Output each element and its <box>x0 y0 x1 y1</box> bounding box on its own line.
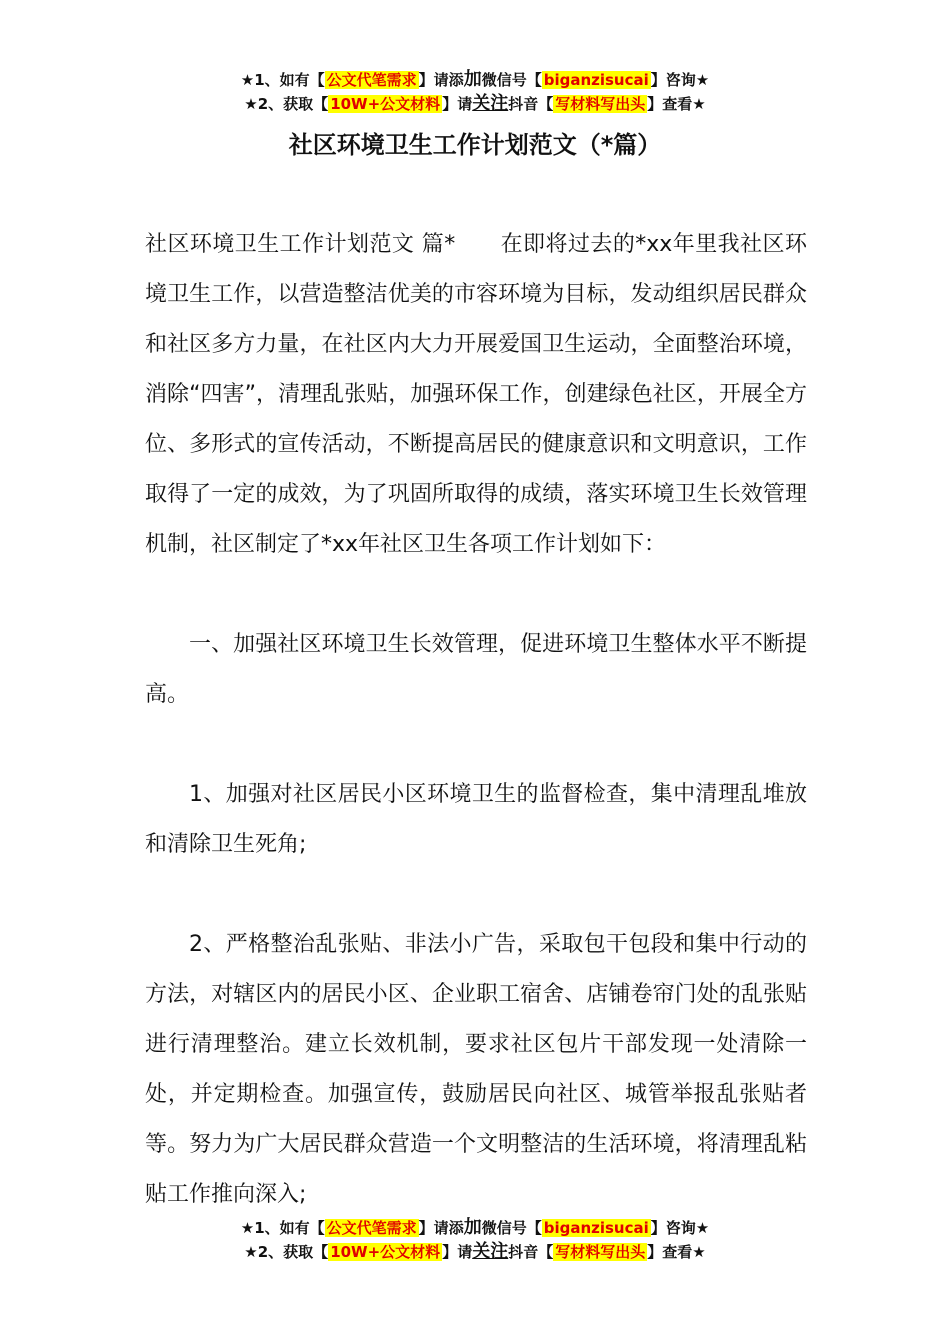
banner-highlight: 10W+公文材料 <box>330 1243 441 1261</box>
banner-text: ★1、如有【 <box>240 1219 325 1237</box>
paragraph-intro: 社区环境卫生工作计划范文 篇* 在即将过去的*xx年里我社区环境卫生工作，以营造整洁优美的市容环境为目标，发动组织居民群众和社区多方力量，在社区内大力开展爱国卫生运动，全面整治环境，消除“四害”，清理乱张贴，加强环保工作，创建绿色社区，开展全方位、多形式的宣传活动，不断提高居民的健康意识和文明意识，工作取得了一定的成效，为了巩固所取得的成绩，落实环境卫生长效管理机制，社区制定了*xx年社区卫生各项工作计划如下： <box>145 232 807 557</box>
banner-highlight: 10W+公文材料 <box>330 95 441 113</box>
paragraph-section-1: 一、加强社区环境卫生长效管理，促进环境卫生整体水平不断提高。 <box>145 632 807 707</box>
banner-text: ★1、如有【 <box>240 71 325 89</box>
paragraph-item-1: 1、加强对社区居民小区环境卫生的监督检查，集中清理乱堆放和清除卫生死角; <box>145 782 807 857</box>
banner-text: 】请 <box>442 95 473 113</box>
document-body <box>145 220 807 1220</box>
banner-highlight: biganzisucai <box>543 71 649 89</box>
banner-text: ★2、获取【 <box>244 1243 329 1261</box>
banner-emphasis: 加 <box>463 1217 482 1238</box>
banner-text: 】请添 <box>418 71 464 89</box>
banner-highlight: 公文代笔需求 <box>326 71 417 89</box>
banner-line-2 <box>0 1240 950 1264</box>
banner-text: 微信号【 <box>481 1219 542 1237</box>
banner-emphasis: 关注 <box>472 93 509 114</box>
banner-text: 抖音【 <box>508 1243 554 1261</box>
document-title: 社区环境卫生工作计划范文（*篇） <box>288 131 662 159</box>
banner-text: 】请 <box>442 1243 473 1261</box>
banner-text: 抖音【 <box>508 95 554 113</box>
banner-text: 微信号【 <box>481 71 542 89</box>
banner-line-2 <box>0 92 950 116</box>
banner-highlight: biganzisucai <box>543 1219 649 1237</box>
header-banner <box>0 68 950 116</box>
footer-banner <box>0 1216 950 1264</box>
banner-text: 】查看★ <box>647 1243 706 1261</box>
banner-highlight: 写材料写出头 <box>555 1243 646 1261</box>
banner-line-1 <box>0 1216 950 1240</box>
banner-emphasis: 关注 <box>472 1241 509 1262</box>
banner-text: 】咨询★ <box>650 1219 710 1237</box>
banner-highlight: 公文代笔需求 <box>326 1219 417 1237</box>
banner-line-1 <box>0 68 950 92</box>
banner-text: 】咨询★ <box>650 71 710 89</box>
banner-highlight: 写材料写出头 <box>555 95 646 113</box>
banner-text: ★2、获取【 <box>244 95 329 113</box>
paragraph-item-2: 2、严格整治乱张贴、非法小广告，采取包干包段和集中行动的方法，对辖区内的居民小区、企业职工宿舍、店铺卷帘门处的乱张贴进行清理整治。建立长效机制，要求社区包片干部发现一处清除一处，并定期检查。加强宣传，鼓励居民向社区、城管举报乱张贴者等。努力为广大居民群众营造一个文明整洁的生活环境，将清理乱粘贴工作推向深入; <box>145 932 807 1207</box>
banner-emphasis: 加 <box>463 69 482 90</box>
banner-text: 】查看★ <box>647 95 706 113</box>
banner-text: 】请添 <box>418 1219 464 1237</box>
